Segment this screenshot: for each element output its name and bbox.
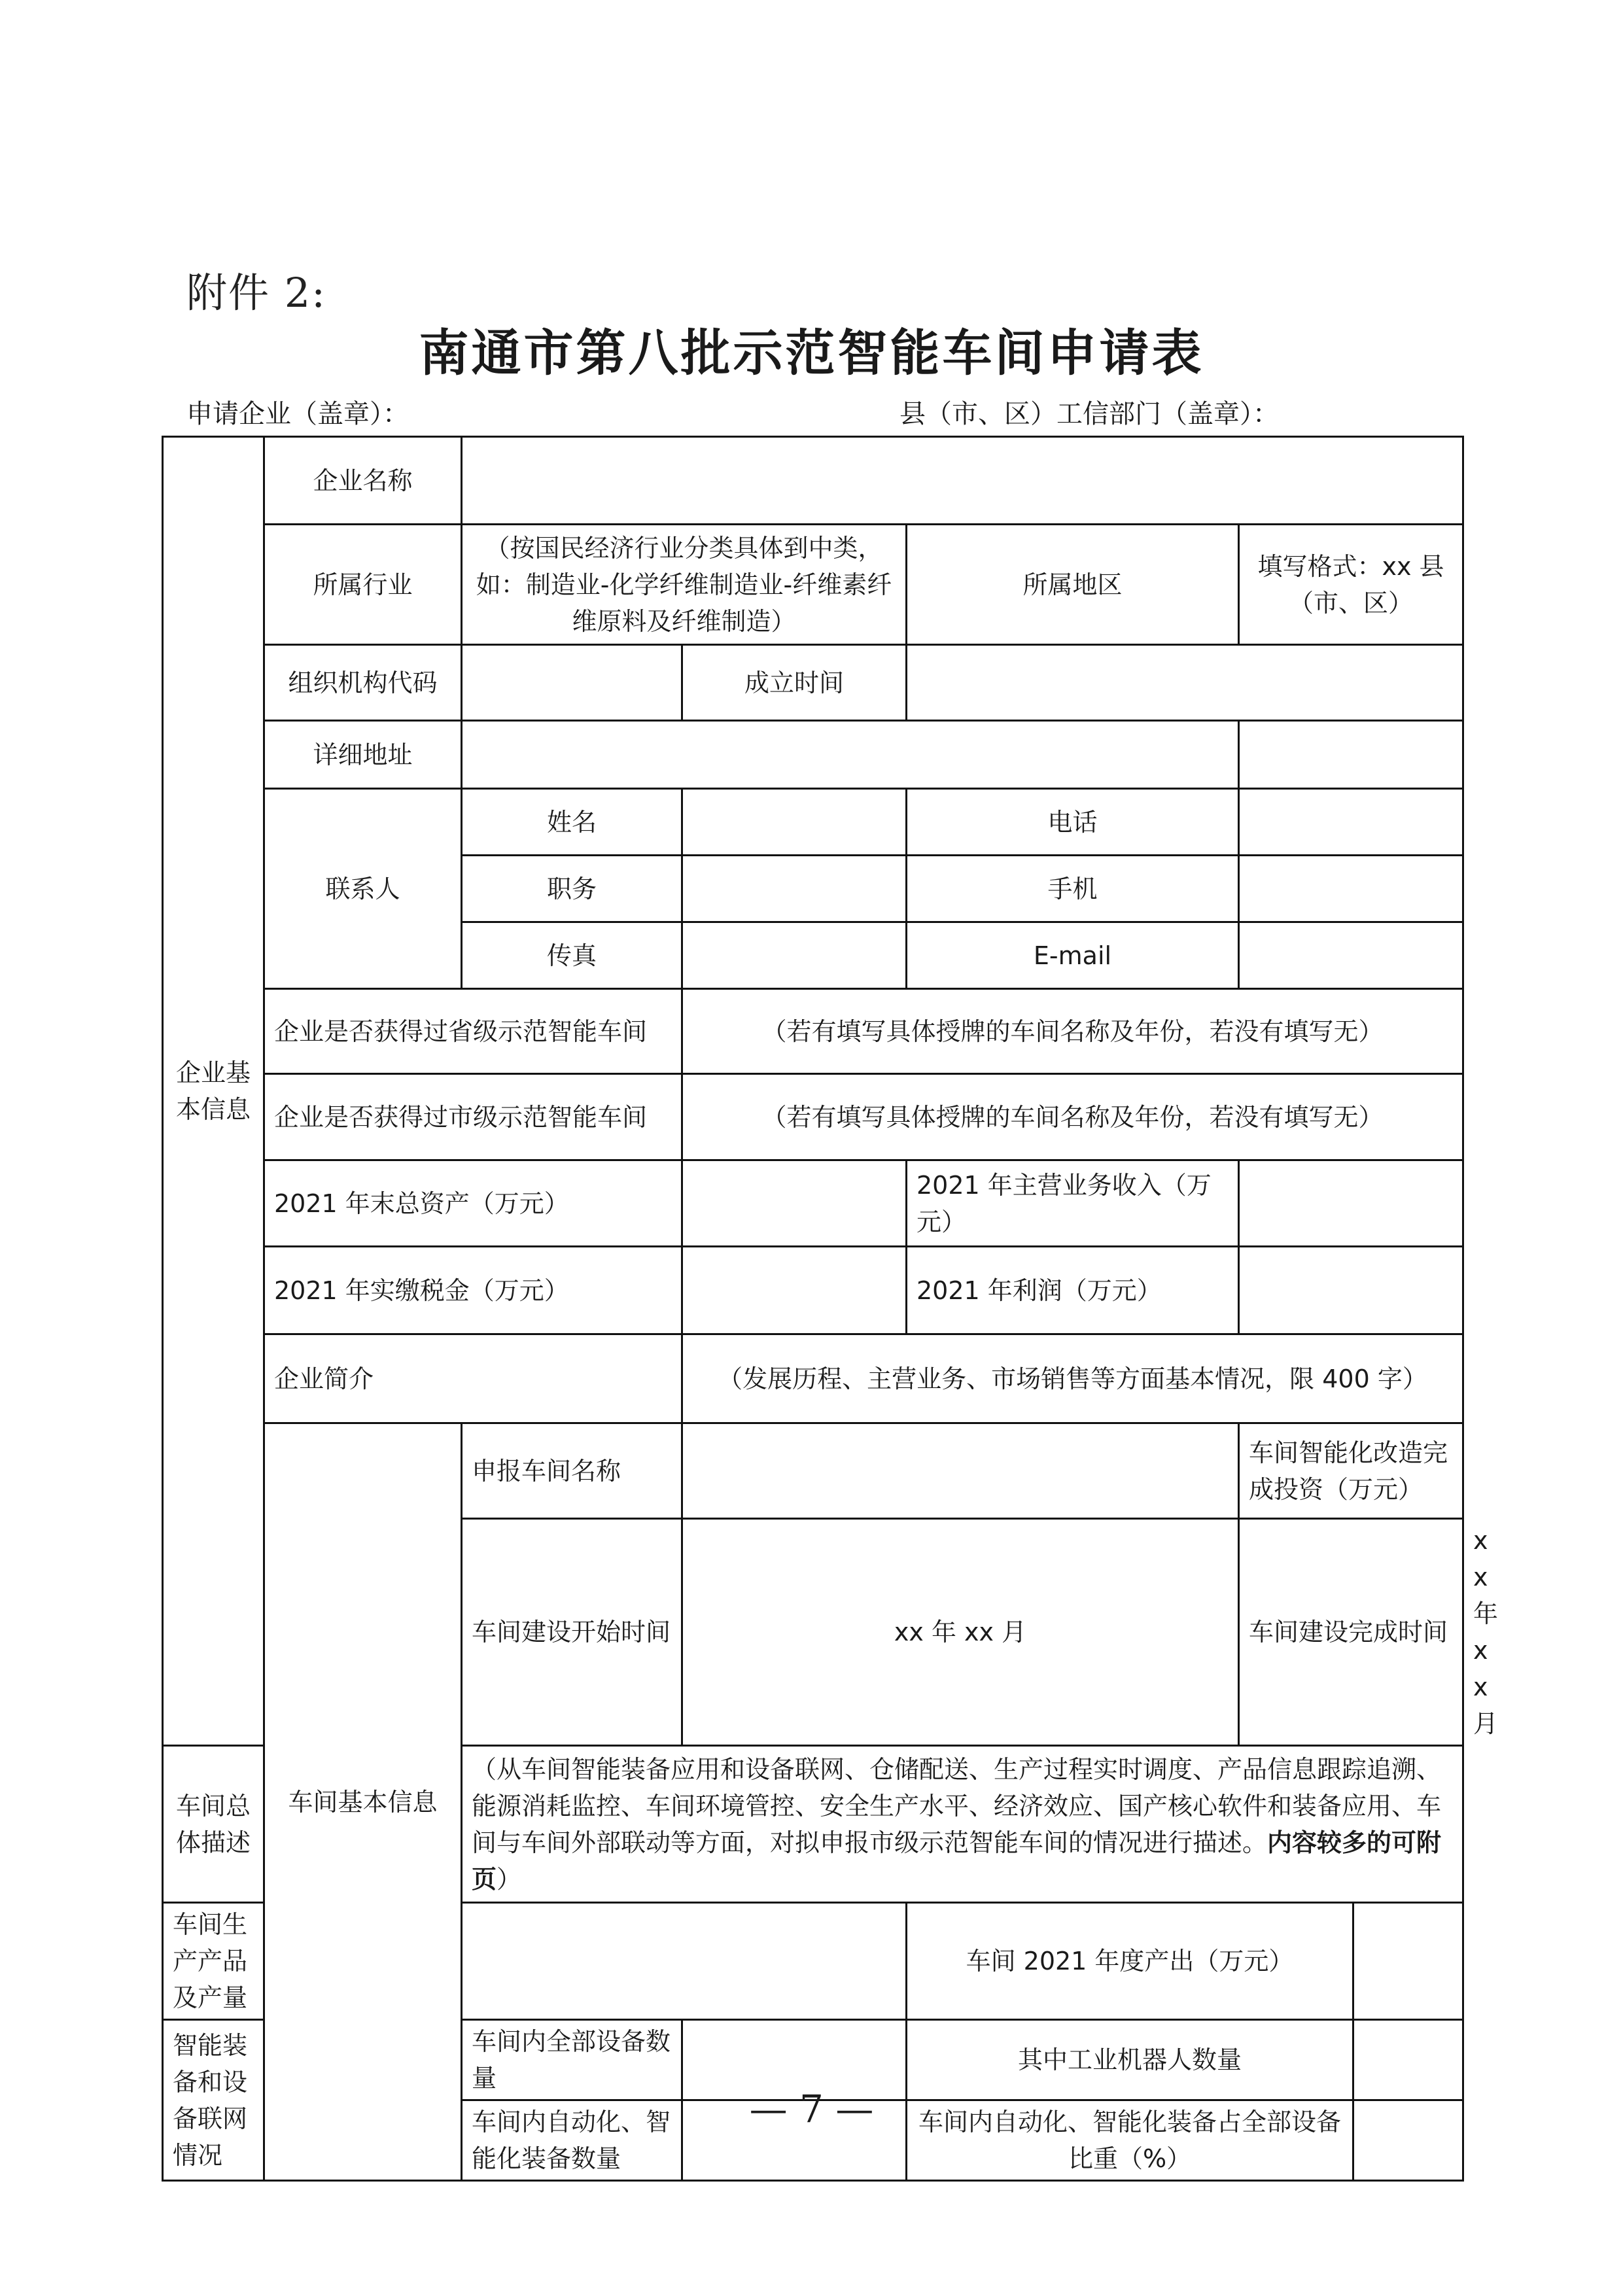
products-label: 车间生产产品及产量 bbox=[163, 1903, 264, 2020]
company-name-field[interactable] bbox=[462, 437, 1463, 525]
workshop-name-field[interactable] bbox=[682, 1423, 1239, 1519]
overview-hint[interactable] bbox=[462, 1746, 1463, 1903]
application-form-table: 企业基本信息 企业名称 所属行业 （按国民经济行业分类具体到中类，如：制造业-化学纤维制造业-纤维素纤维原料及纤维制造） 所属地区 填写格式：xx 县（市、区） 组织机构代码 成立时间 详细地址 联系人 姓名 电话 职务 手机 传真 E-mail 企业是否获得过省级示范智能车间 （若有填写具体授牌的车间名称及年份，若没有填写无） 企业是否获得过市级示范智能车间 （若有填写具体授牌的车间名称及年份，若没有填写无） 2021 年末总资产（万元） 2021 年主营业务收入（万元） 2021 年实缴税金（万元） 2021 年利润（万元） 企业简介 （发展历程、主营业务、市场销售等方面基本情况，限 400 字） 车间基本信息 申报车间名称 车间智能化改造完成投资（万元） 车间建设开始时间 xx 年 xx 月 车间建设完成时间 xx 年 xx 月 车间总体描述 （从车间智能装备应用和设备联网、仓储配送、生产过程实时调度、产品信息跟踪追溯、能源消耗监控、车间环境管控、安全生产水平、经济效应、国产核心软件和装备应用、车间与车间外部联动等方面，对拟申报市级示范智能车间的情况进行描述。内容较多的可附页） 车间生产产品及产量 车间 2021 年度产出（万元） 智能装备和设备联网情况 车间内全部设备数量 其中工业机器人数量 车间内自动化、智能化装备数量 车间内自动化、智能化装备占全部设备比重（%） bbox=[162, 436, 1464, 2182]
auto-equipment-label: 车间内自动化、智能化装备数量 bbox=[462, 2100, 682, 2181]
overview-hint-bold: 内容较多的可附页 bbox=[472, 1828, 1442, 1894]
company-profile-label: 企业简介 bbox=[264, 1334, 682, 1423]
main-revenue-label: 2021 年主营业务收入（万元） bbox=[907, 1160, 1239, 1247]
region-hint[interactable]: 填写格式：xx 县（市、区） bbox=[1239, 525, 1463, 645]
auto-ratio-label: 车间内自动化、智能化装备占全部设备比重（%） bbox=[907, 2100, 1353, 2181]
address-field[interactable] bbox=[462, 721, 1239, 789]
profit-label: 2021 年利润（万元） bbox=[907, 1247, 1239, 1334]
taxes-label: 2021 年实缴税金（万元） bbox=[264, 1247, 682, 1334]
phone-label: 电话 bbox=[907, 789, 1239, 856]
page-number: — 7 — bbox=[749, 2087, 874, 2131]
department-seal-label: 县（市、区）工信部门（盖章）： bbox=[899, 399, 1279, 429]
attachment-label: 附件 2: bbox=[186, 269, 327, 317]
start-time-label: 车间建设开始时间 bbox=[462, 1519, 682, 1746]
address-extra-field[interactable] bbox=[1239, 721, 1463, 789]
output-label: 车间 2021 年度产出（万元） bbox=[907, 1903, 1353, 2020]
email-label: E-mail bbox=[907, 922, 1239, 989]
overview-hint-text: （从车间智能装备应用和设备联网、仓储配送、生产过程实时调度、产品信息跟踪追溯、能源消耗监控、车间环境管控、安全生产水平、经济效应、国产核心软件和装备应用、车间与车间外部联动等方面，对拟申报市级示范智能车间的情况进行描述。 bbox=[472, 1754, 1442, 1857]
all-equipment-label: 车间内全部设备数量 bbox=[462, 2020, 682, 2100]
output-field[interactable] bbox=[1353, 1903, 1463, 2020]
start-time-field[interactable]: xx 年 xx 月 bbox=[682, 1519, 1239, 1746]
section-company-label: 企业基本信息 bbox=[163, 437, 264, 1746]
address-label: 详细地址 bbox=[264, 721, 462, 789]
municipal-award-label: 企业是否获得过市级示范智能车间 bbox=[264, 1074, 682, 1160]
profit-field[interactable] bbox=[1239, 1247, 1463, 1334]
overview-label: 车间总体描述 bbox=[163, 1746, 264, 1903]
mobile-label: 手机 bbox=[907, 856, 1239, 922]
industry-label: 所属行业 bbox=[264, 525, 462, 645]
contact-label: 联系人 bbox=[264, 789, 462, 989]
mobile-field[interactable] bbox=[1239, 856, 1463, 922]
municipal-award-hint[interactable]: （若有填写具体授牌的车间名称及年份，若没有填写无） bbox=[682, 1074, 1463, 1160]
total-assets-label: 2021 年末总资产（万元） bbox=[264, 1160, 682, 1247]
company-name-label: 企业名称 bbox=[264, 437, 462, 525]
workshop-name-label: 申报车间名称 bbox=[462, 1423, 682, 1519]
provincial-award-label: 企业是否获得过省级示范智能车间 bbox=[264, 989, 682, 1074]
equipment-label: 智能装备和设备联网情况 bbox=[163, 2020, 264, 2181]
org-code-field[interactable] bbox=[462, 645, 682, 721]
contact-name-label: 姓名 bbox=[462, 789, 682, 856]
applicant-seal-label: 申请企业（盖章）： bbox=[186, 399, 409, 429]
fax-field[interactable] bbox=[682, 922, 907, 989]
section-workshop-label: 车间基本信息 bbox=[264, 1423, 462, 2181]
org-code-label: 组织机构代码 bbox=[264, 645, 462, 721]
overview-hint-end: ） bbox=[497, 1864, 522, 1894]
contact-name-field[interactable] bbox=[682, 789, 907, 856]
established-label: 成立时间 bbox=[682, 645, 907, 721]
end-time-label: 车间建设完成时间 bbox=[1239, 1519, 1463, 1746]
position-label: 职务 bbox=[462, 856, 682, 922]
region-label: 所属地区 bbox=[907, 525, 1239, 645]
position-field[interactable] bbox=[682, 856, 907, 922]
investment-label: 车间智能化改造完成投资（万元） bbox=[1239, 1423, 1463, 1519]
main-revenue-field[interactable] bbox=[1239, 1160, 1463, 1247]
email-field[interactable] bbox=[1239, 922, 1463, 989]
total-assets-field[interactable] bbox=[682, 1160, 907, 1247]
phone-field[interactable] bbox=[1239, 789, 1463, 856]
robots-label: 其中工业机器人数量 bbox=[907, 2020, 1353, 2100]
products-field[interactable] bbox=[462, 1903, 907, 2020]
provincial-award-hint[interactable]: （若有填写具体授牌的车间名称及年份，若没有填写无） bbox=[682, 989, 1463, 1074]
form-title: 南通市第八批示范智能车间申请表 bbox=[419, 324, 1204, 382]
company-profile-hint[interactable]: （发展历程、主营业务、市场销售等方面基本情况，限 400 字） bbox=[682, 1334, 1463, 1423]
fax-label: 传真 bbox=[462, 922, 682, 989]
industry-hint[interactable]: （按国民经济行业分类具体到中类，如：制造业-化学纤维制造业-纤维素纤维原料及纤维制造） bbox=[462, 525, 907, 645]
established-field[interactable] bbox=[907, 645, 1463, 721]
taxes-field[interactable] bbox=[682, 1247, 907, 1334]
